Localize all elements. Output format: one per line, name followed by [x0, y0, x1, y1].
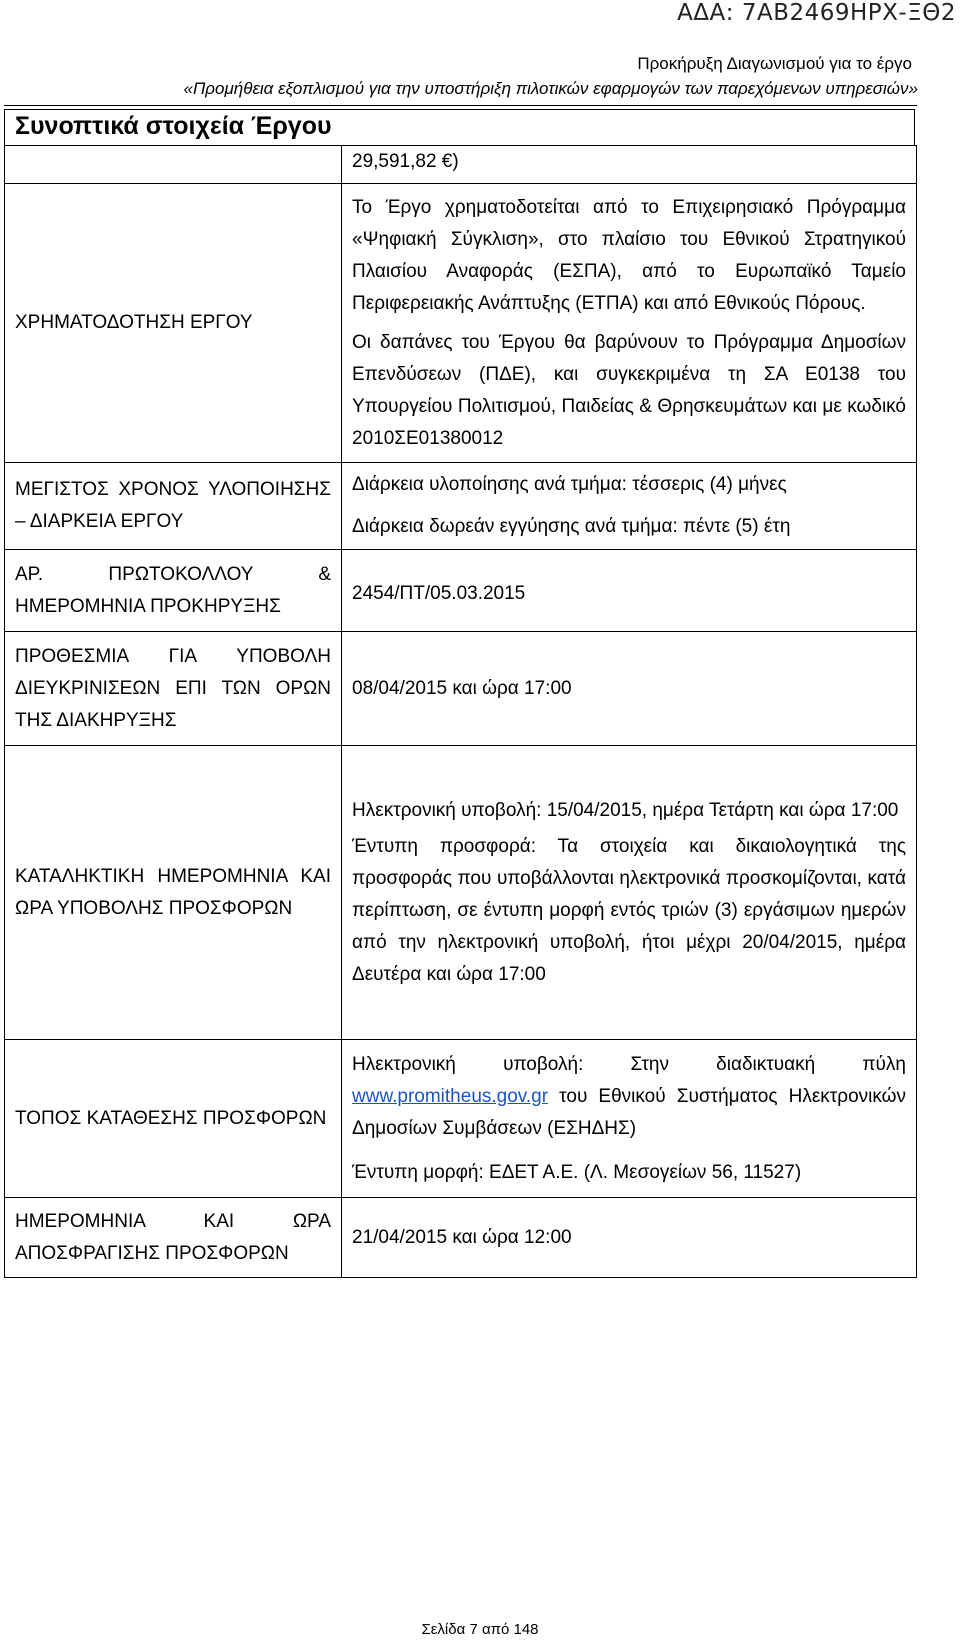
header-line-1: Προκήρυξη Διαγωνισμού για το έργο	[637, 54, 912, 73]
table-row-funding	[5, 184, 917, 463]
table-row-deadline	[5, 746, 917, 1040]
opening-value: 21/04/2015 και ώρα 12:00	[342, 1198, 917, 1278]
funding-paragraph-2: Οι δαπάνες του Έργου θα βαρύνουν το Πρόγραμμα Δημοσίων Επενδύσεων (ΠΔΕ), και συγκεκριμένα τη ΣΑ Ε0138 του Υπουργείου Πολιτισμού, Παιδείας & Θρησκευμάτων και με κωδικό 2010ΣΕ01380012	[352, 331, 906, 449]
protocol-label: ΑΡ. ΠΡΩΤΟΚΟΛΛΟΥ & ΗΜΕΡΟΜΗΝΙΑ ΠΡΟΚΗΡΥΞΗΣ	[5, 550, 342, 632]
place-paragraph-1	[352, 1049, 906, 1145]
table-row-place	[5, 1040, 917, 1198]
row-value-continuation	[342, 146, 917, 184]
place-suffix: του Εθνικού Συστήματος Ηλεκτρονικών Δημοσίων Συμβάσεων (ΕΣΗΔΗΣ)	[352, 1085, 906, 1139]
place-prefix: Ηλεκτρονική υποβολή: Στην διαδικτυακή πύλη	[352, 1053, 906, 1075]
funding-paragraph-1: Το Έργο χρηματοδοτείται από το Επιχειρησιακό Πρόγραμμα «Ψηφιακή Σύγκλιση», στο πλαίσιο του Εθνικού Στρατηγικού Πλαισίου Αναφοράς (ΕΣΠΑ), από το Ευρωπαϊκό Ταμείο Περιφερειακής Ανάπτυξης (ΕΤΠΑ) και από Εθνικούς Πόρους.	[352, 196, 906, 314]
duration-label: ΜΕΓΙΣΤΟΣ ΧΡΟΝΟΣ ΥΛΟΠΟΙΗΣΗΣ – ΔΙΑΡΚΕΙΑ ΕΡΓΟΥ	[5, 463, 342, 550]
deadline-paragraph-2: Έντυπη προσφορά: Τα στοιχεία και δικαιολογητικά της προσφοράς που υποβάλλονται ηλεκτρονικά προσκομίζονται, κατά περίπτωση, σε έντυπη μορφή εντός τριών (3) εργάσιμων ημερών από την ηλεκτρονική υποβολή, ήτοι μέχρι 20/04/2015, ημέρα Δευτέρα και ώρα 17:00	[352, 835, 906, 985]
row-label-empty	[5, 146, 342, 184]
deadline-label: ΚΑΤΑΛΗΚΤΙΚΗ ΗΜΕΡΟΜΗΝΙΑ ΚΑΙ ΩΡΑ ΥΠΟΒΟΛΗΣ ΠΡΟΣΦΟΡΩΝ	[5, 746, 342, 1040]
header-line-2: «Προμήθεια εξοπλισμού για την υποστήριξη πιλοτικών εφαρμογών των παρεχόμενων υπηρεσιών»	[183, 79, 918, 98]
duration-value	[342, 463, 917, 550]
clarifications-label: ΠΡΟΘΕΣΜΙΑ ΓΙΑ ΥΠΟΒΟΛΗ ΔΙΕΥΚΡΙΝΙΣΕΩΝ ΕΠΙ ΤΩΝ ΟΡΩΝ ΤΗΣ ΔΙΑΚΗΡΥΞΗΣ	[5, 632, 342, 746]
promitheus-link[interactable]: www.promitheus.gov.gr	[352, 1085, 549, 1107]
funding-label: ΧΡΗΜΑΤΟΔΟΤΗΣΗ ΕΡΓΟΥ	[5, 184, 342, 463]
opening-label: ΗΜΕΡΟΜΗΝΙΑ ΚΑΙ ΩΡΑ ΑΠΟΣΦΡΑΓΙΣΗΣ ΠΡΟΣΦΟΡΩΝ	[5, 1198, 342, 1278]
table-row-protocol	[5, 550, 917, 632]
table-row-clarifications	[5, 632, 917, 746]
duration-paragraph-2: Διάρκεια δωρεάν εγγύησης ανά τμήμα: πέντε (5) έτη	[352, 516, 791, 537]
place-label: ΤΟΠΟΣ ΚΑΤΑΘΕΣΗΣ ΠΡΟΣΦΟΡΩΝ	[5, 1040, 342, 1198]
place-value	[342, 1040, 917, 1198]
ada-stamp: ΑΔΑ: 7ΑΒ2469ΗΡΧ-ΞΘ2	[677, 0, 956, 26]
section-title: Συνοπτικά στοιχεία Έργου	[15, 112, 332, 140]
page-number: Σελίδα 7 από 148	[421, 1621, 539, 1638]
project-summary-table	[4, 145, 917, 1278]
continuation-text: 29,591,82 €)	[352, 151, 459, 172]
protocol-value: 2454/ΠΤ/05.03.2015	[342, 550, 917, 632]
header-divider	[4, 105, 917, 106]
table-row-duration	[5, 463, 917, 550]
table-row-continuation	[5, 146, 917, 184]
clarifications-value: 08/04/2015 και ώρα 17:00	[342, 632, 917, 746]
place-paragraph-2: Έντυπη μορφή: ΕΔΕΤ Α.Ε. (Λ. Μεσογείων 56, 11527)	[352, 1161, 802, 1183]
funding-value	[342, 184, 917, 463]
section-title-box	[4, 109, 915, 146]
table-row-opening	[5, 1198, 917, 1278]
deadline-value	[342, 746, 917, 1040]
duration-paragraph-1: Διάρκεια υλοποίησης ανά τμήμα: τέσσερις (4) μήνες	[352, 474, 787, 495]
deadline-paragraph-1: Ηλεκτρονική υποβολή: 15/04/2015, ημέρα Τετάρτη και ώρα 17:00	[352, 799, 899, 821]
